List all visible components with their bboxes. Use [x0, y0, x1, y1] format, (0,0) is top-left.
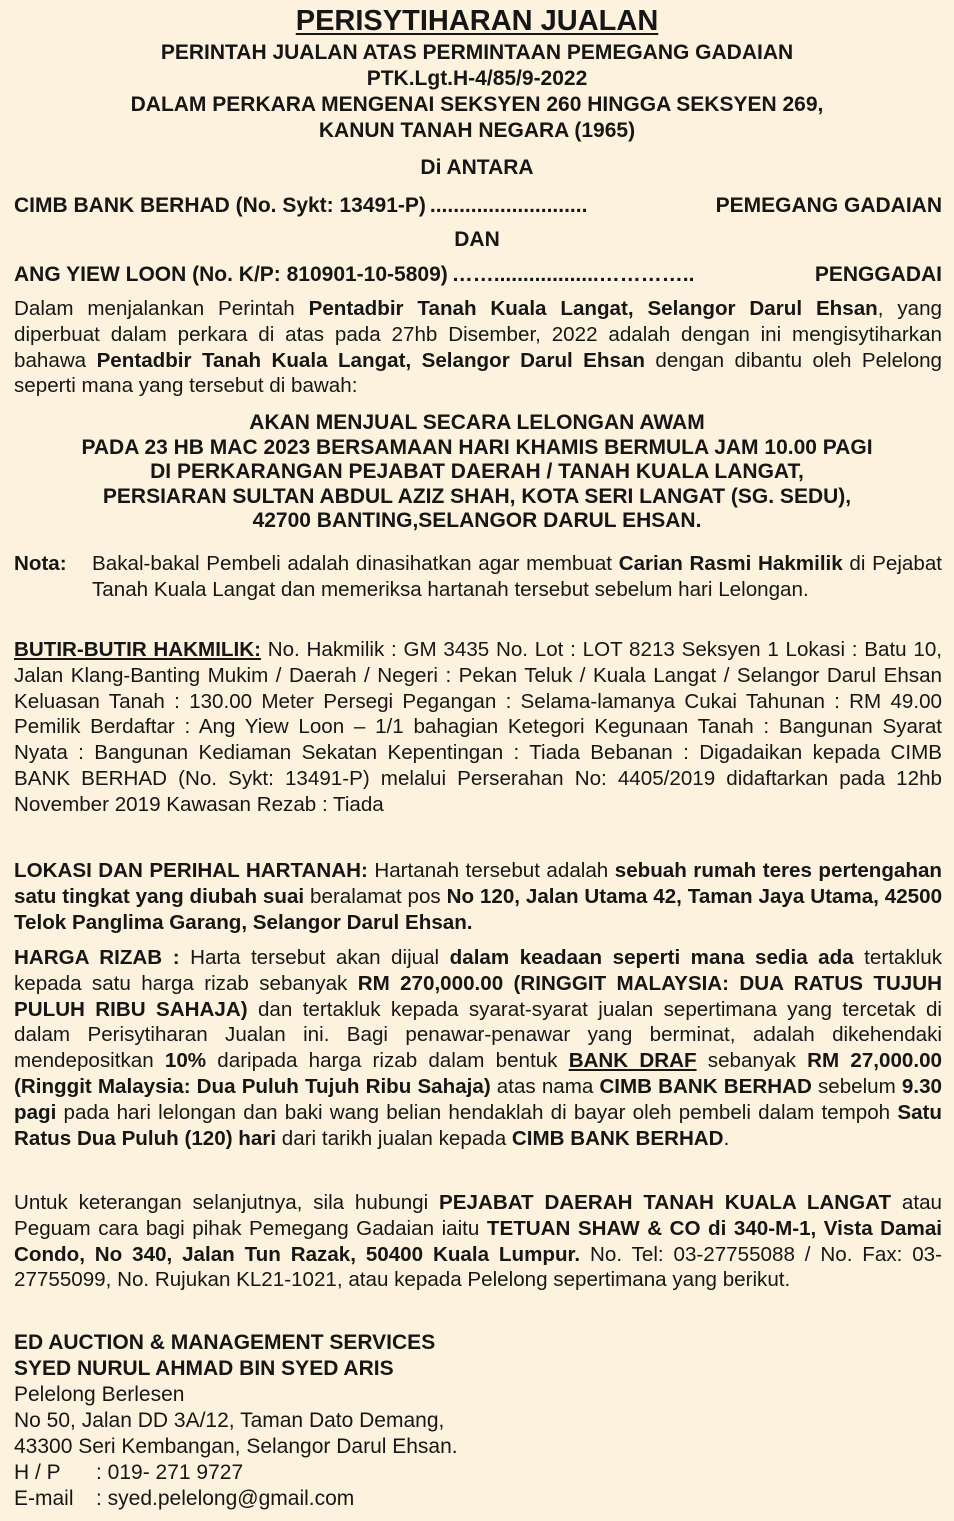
- phone-number: : 019- 271 9727: [96, 1461, 244, 1484]
- chargor-name: ANG YIEW LOON (No. K/P: 810901-10-5809): [14, 263, 448, 286]
- intro-paragraph: Dalam menjalankan Perintah Pentadbir Tanah Kuala Langat, Selangor Darul Ehsan, yang diperbuat dalam perkara di atas pada 27hb Disember, 2022 adalah dengan ini mengisytiharkan bahawa Pentadbir Tanah Kuala Langat, Selangor Darul Ehsan dengan dibantu oleh Pelelong seperti mana yang tersebut di bawah:: [14, 297, 942, 398]
- matter-line-2: KANUN TANAH NEGARA (1965): [318, 119, 636, 142]
- auction-date-line: PADA 23 HB MAC 2023 BERSAMAAN HARI KHAMIS BERMULA JAM 10.00 PAGI: [81, 435, 873, 459]
- chargor-line: [14, 262, 942, 287]
- auctioneer-role: Pelelong Berlesen: [14, 1383, 185, 1406]
- title-details-label: BUTIR-BUTIR HAKMILIK:: [14, 638, 261, 661]
- auctioneer-name: SYED NURUL AHMAD BIN SYED ARIS: [14, 1357, 394, 1380]
- auctioneer-phone-row: [14, 1460, 942, 1486]
- auctioneer-address-2: 43300 Seri Kembangan, Selangor Darul Ehsan.: [14, 1435, 458, 1458]
- auction-announcement: [0, 411, 954, 534]
- location-label: LOKASI DAN PERIHAL HARTANAH:: [14, 859, 368, 882]
- matter-line-1: DALAM PERKARA MENGENAI SEKSYEN 260 HINGGA SEKSYEN 269,: [130, 93, 824, 116]
- email-address: : syed.pelelong@gmail.com: [96, 1487, 355, 1510]
- reserve-price-section: HARGA RIZAB : Harta tersebut akan dijual dalam keadaan seperti mana sedia ada tertakluk kepada satu harga rizab sebanyak RM 270,000.00 (RINGGIT MALAYSIA: DUA RATUS TUJUH PULUH RIBU SAHAJA) dan tertakluk kepada syarat-syarat jualan sepertimana yang tercetak di dalam Perisytiharan Jualan ini. Bagi penawar-penawar yang berminat, adalah dikehendaki mendepositkan 10% daripada harga rizab dalam bentuk BANK DRAF sebanyak RM 27,000.00 (Ringgit Malaysia: Dua Puluh Tujuh Ribu Sahaja) atas nama CIMB BANK BERHAD sebelum 9.30 pagi pada hari lelongan dan baki wang belian hendaklah di bayar oleh pembeli dalam tempoh Satu Ratus Dua Puluh (120) hari dari tarikh jualan kepada CIMB BANK BERHAD.: [14, 946, 943, 1150]
- auctioneer-company: ED AUCTION & MANAGEMENT SERVICES: [14, 1331, 436, 1354]
- auctioneer-email-row: [14, 1486, 942, 1512]
- chargor-role: PENGGADAI: [814, 263, 942, 286]
- auction-address-line: PERSIARAN SULTAN ABDUL AZIZ SHAH, KOTA SERI LANGAT (SG. SEDU),: [102, 484, 852, 508]
- chargee-role: PEMEGANG GADAIAN: [715, 194, 942, 217]
- email-label: E-mail: [14, 1487, 74, 1510]
- chargee-line: [14, 193, 942, 218]
- and-label: DAN: [454, 228, 500, 251]
- chargee-dots: ...........................: [429, 194, 588, 217]
- auction-postcode-line: 42700 BANTING,SELANGOR DARUL EHSAN.: [252, 509, 702, 532]
- between-label: Di ANTARA: [420, 156, 534, 179]
- notice-title: PERISYTIHARAN JUALAN: [295, 5, 659, 37]
- nota-label: Nota:: [14, 552, 67, 575]
- contact-paragraph: Untuk keterangan selanjutnya, sila hubungi PEJABAT DAERAH TANAH KUALA LANGAT atau Peguam cara bagi pihak Pemegang Gadaian iaitu TETUAN SHAW & CO di 340-M-1, Vista Damai Condo, No 340, Jalan Tun Razak, 50400 Kuala Lumpur. No. Tel: 03-27755088 / No. Fax: 03-27755099, No. Rujukan KL21-1021, atau kepada Pelelong sepertimana yang berikut.: [14, 1191, 942, 1292]
- nota-text: Bakal-bakal Pembeli adalah dinasihatkan agar membuat Carian Rasmi Hakmilik di Pejabat Tanah Kuala Langat dan memeriksa hartanah tersebut sebelum hari Lelongan.: [92, 552, 942, 601]
- chargor-dots: ……..................…………..: [451, 263, 695, 286]
- reference-number: PTK.Lgt.H-4/85/9-2022: [366, 67, 588, 90]
- notice-subtitle: PERINTAH JUALAN ATAS PERMINTAAN PEMEGANG GADAIAN: [160, 41, 794, 64]
- title-details-section: BUTIR-BUTIR HAKMILIK: No. Hakmilik : GM 3435 No. Lot : LOT 8213 Seksyen 1 Lokasi : Batu 10, Jalan Klang-Banting Mukim / Daerah / Negeri : Pekan Teluk / Kuala Langat / Selangor Darul Ehsan Keluasan Tanah : 130.00 Meter Persegi Pegangan : Selama-lamanya Cukai Tahunan : RM 49.00 Pemilik Berdaftar : Ang Yiew Loon – 1/1 bahagian Ketegori Kegunaan Tanah : Bangunan Syarat Nyata : Bangunan Kediaman Sekatan Kepentingan : Tiada Bebanan : Digadaikan kepada CIMB BANK BERHAD (No. Sykt: 13491-P) melalui Perserahan No: 4405/2019 didaftarkan pada 12hb November 2019 Kawasan Rezab : Tiada: [14, 638, 942, 816]
- phone-label: H / P: [14, 1461, 61, 1484]
- nota-section: [14, 551, 942, 603]
- auctioneer-address-1: No 50, Jalan DD 3A/12, Taman Dato Demang,: [14, 1409, 445, 1432]
- reserve-price-label: HARGA RIZAB :: [14, 946, 180, 969]
- auction-line-1: AKAN MENJUAL SECARA LELONGAN AWAM: [249, 411, 705, 434]
- chargee-name: CIMB BANK BERHAD (No. Sykt: 13491-P): [14, 194, 426, 217]
- property-location-section: LOKASI DAN PERIHAL HARTANAH: Hartanah tersebut adalah sebuah rumah teres pertengahan satu tingkat yang diubah suai beralamat pos No 120, Jalan Utama 42, Taman Jaya Utama, 42500 Telok Panglima Garang, Selangor Darul Ehsan.: [14, 859, 943, 934]
- auctioneer-block: [14, 1330, 942, 1512]
- auction-venue-line: DI PERKARANGAN PEJABAT DAERAH / TANAH KUALA LANGAT,: [150, 460, 804, 483]
